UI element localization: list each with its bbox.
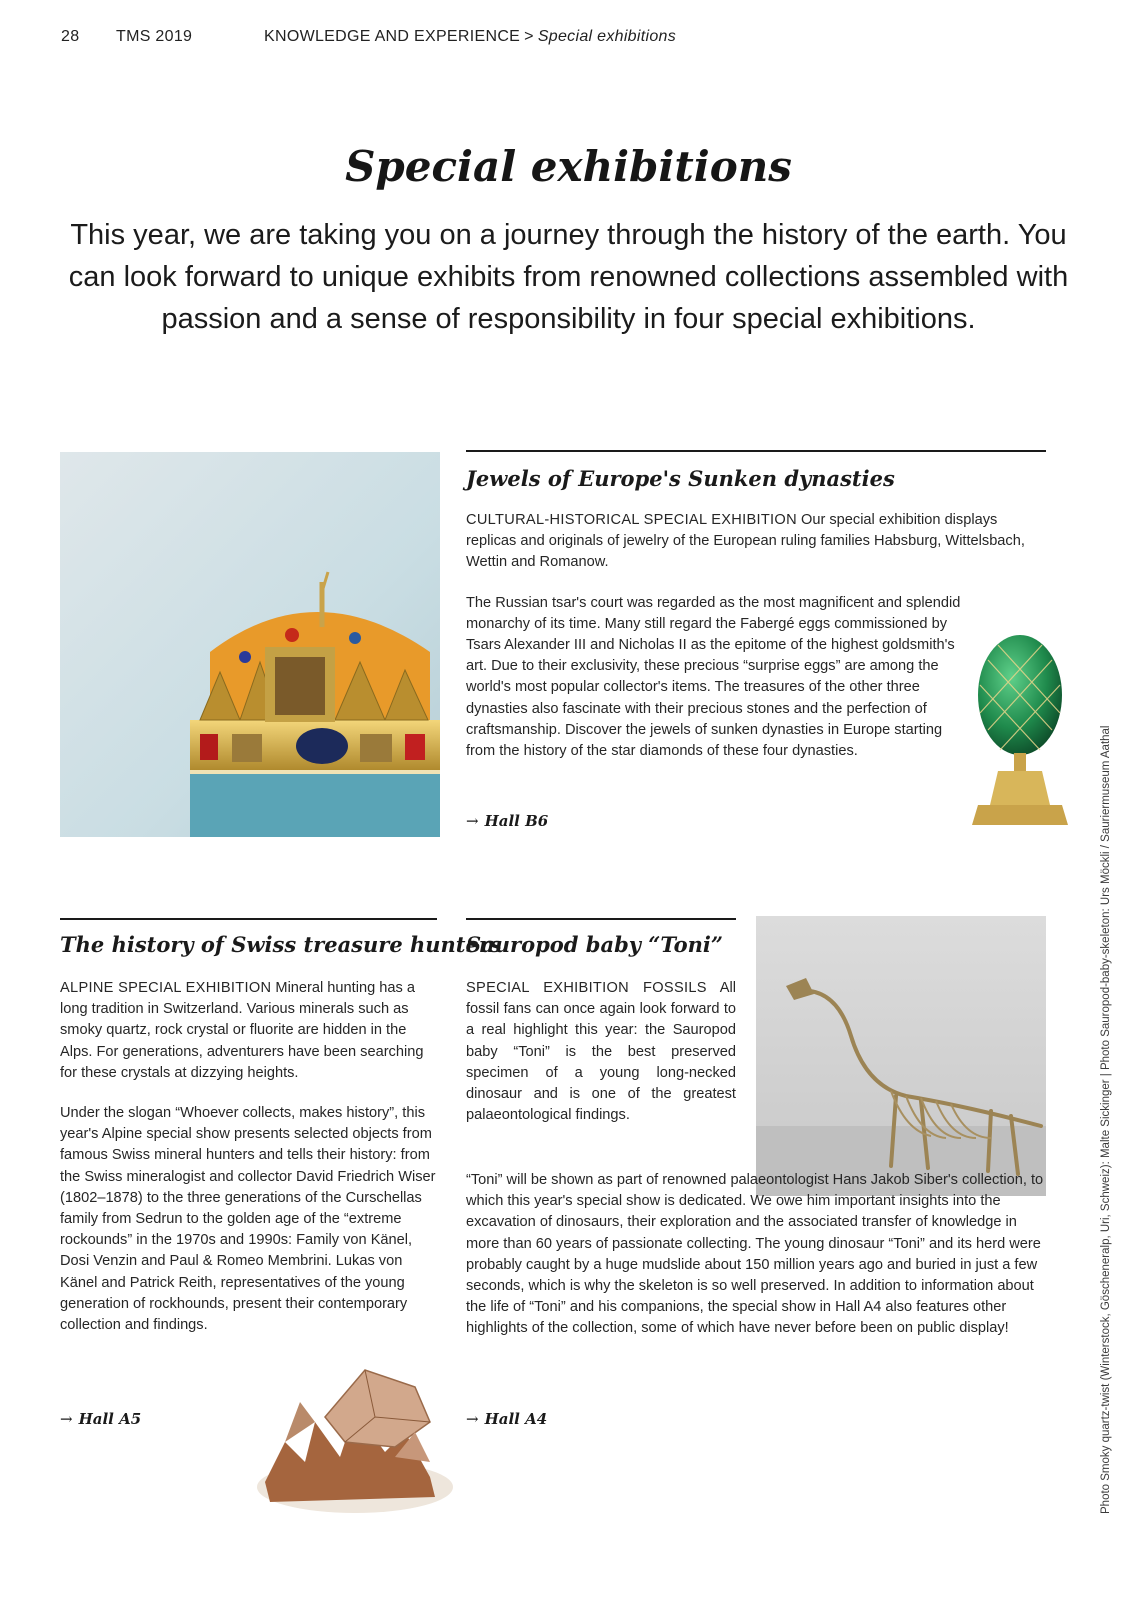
arrow-icon: → [60,1410,73,1428]
article-heading-jewels: Jewels of Europe's Sunken dynasties [466,466,895,491]
article-paragraph: Our special exhibition displays replicas and originals of jewelry of the European ruling families Habsburg, Wittelsbach, Wettin and Romanow. [466,512,1025,571]
hall-label: Hall B6 [484,812,549,830]
divider [466,918,736,920]
article-paragraph: Under the slogan “Whoever collects, makes history”, this year's Alpine special show presents selected objects from famous Swiss mineral hunters and tells their history: from the Swiss mineralogist and collector David Friedrich Wiser (1802–1878) to the three generations of the Curschellas family from Sedrun to the golden age of the “extreme rockounds” in the 1970s and 1990s: Family von Känel, Dosi Venzin and Paul & Romeo Membrini. Lukas von Känel and Patrick Reith, representatives of the young generation of rockhounds, present their contemporary collection and findings. [60,1105,436,1334]
issue-label: TMS 2019 [116,28,193,45]
faberge-egg-photo [968,625,1070,835]
hall-reference-a5 [60,1410,141,1428]
hall-reference-b6 [466,812,548,830]
article-body-swiss [60,978,437,1355]
arrow-icon: → [466,812,479,830]
breadcrumb [264,28,676,46]
article-paragraph: Mineral hunting has a long tradition in Switzerland. Various minerals such as smoky quartz, rock crystal or fluorite are hidden in the Alps. For generations, adventurers have been searching for these crystals at dizzying heights. [60,980,424,1081]
article-body-toni-b [466,1170,1046,1359]
article-heading-toni: Sauropod baby “Toni” [466,932,723,957]
intro-paragraph: This year, we are taking you on a journey through the history of the earth. You can look forward to unique exhibits from renowned collections assembled with passion and a sense of responsibility in four special exhibitions. [68,219,1069,335]
divider [60,918,437,920]
article-paragraph: The Russian tsar's court was regarded as the most magnificent and splendid monarchy of its time. Many still regard the Fabergé eggs commissioned by Tsars Alexander III and Nicholas II as the epitome of the highest goldsmith's art. Due to their exclusivity, these precious “surprise eggs” are among the world's most popular collector's items. The treasures of the other three dynasties also fascinate with their precious stones and the perfection of craftsmanship. Discover the jewels of sunken dynasties in Europe starting from the history of the star diamonds of these four dynasties. [466,594,961,760]
hall-label: Hall A4 [484,1410,548,1428]
arrow-icon: → [466,1410,479,1428]
breadcrumb-separator: > [524,28,534,45]
page-number: 28 [61,28,80,45]
smoky-quartz-photo [245,1362,455,1517]
crown-photo [60,452,440,837]
article-paragraph: “Toni” will be shown as part of renowned palaeontologist Hans Jakob Siber's collection, to which this year's special show is dedicated. We owe him important insights into the excavation of dinosaurs, their exploration and the associated transfer of knowledge in more than 60 years of passionate collecting. The young dinosaur “Toni” and its herd were probably caught by a huge mudslide about 150 million years ago and buried in just a few seconds, which is why the skeleton is so well preserved. In addition to information about the life of “Toni” and his companions, the special show in Hall A4 also features other highlights of the collection, some of which have never before been on public display! [466,1172,1044,1337]
article-lead: ALPINE SPECIAL EXHIBITION [60,980,272,996]
hall-label: Hall A5 [78,1410,142,1428]
article-body-toni-a [466,978,736,1145]
page-title: Special exhibitions [345,142,792,191]
article-lead: SPECIAL EXHIBITION FOSSILS [466,980,707,996]
article-lead: CULTURAL-HISTORICAL SPECIAL EXHIBITION [466,512,797,528]
hall-reference-a4 [466,1410,547,1428]
breadcrumb-subsection: Special exhibitions [537,28,677,45]
article-body-jewels [466,510,1046,781]
divider [466,450,1046,452]
sauropod-skeleton-photo [756,916,1046,1196]
article-heading-swiss: The history of Swiss treasure hunters [60,932,502,957]
breadcrumb-section: KNOWLEDGE AND EXPERIENCE [264,28,521,45]
article-paragraph: All fossil fans can once again look forward to a real highlight this year: the Sauropod baby “Toni” is the best preserved specimen of a young long-necked dinosaur and is one of the greatest palaeontological findings. [466,980,736,1124]
photo-credits: Photo Smoky quartz-twist (Winterstock, Göscheneralp, Uri, Schweiz): Malte Sickinger | Photo Sauropod-baby-skeleton: Urs Möckli / Sauriermuseum Aathal [1100,725,1112,1514]
